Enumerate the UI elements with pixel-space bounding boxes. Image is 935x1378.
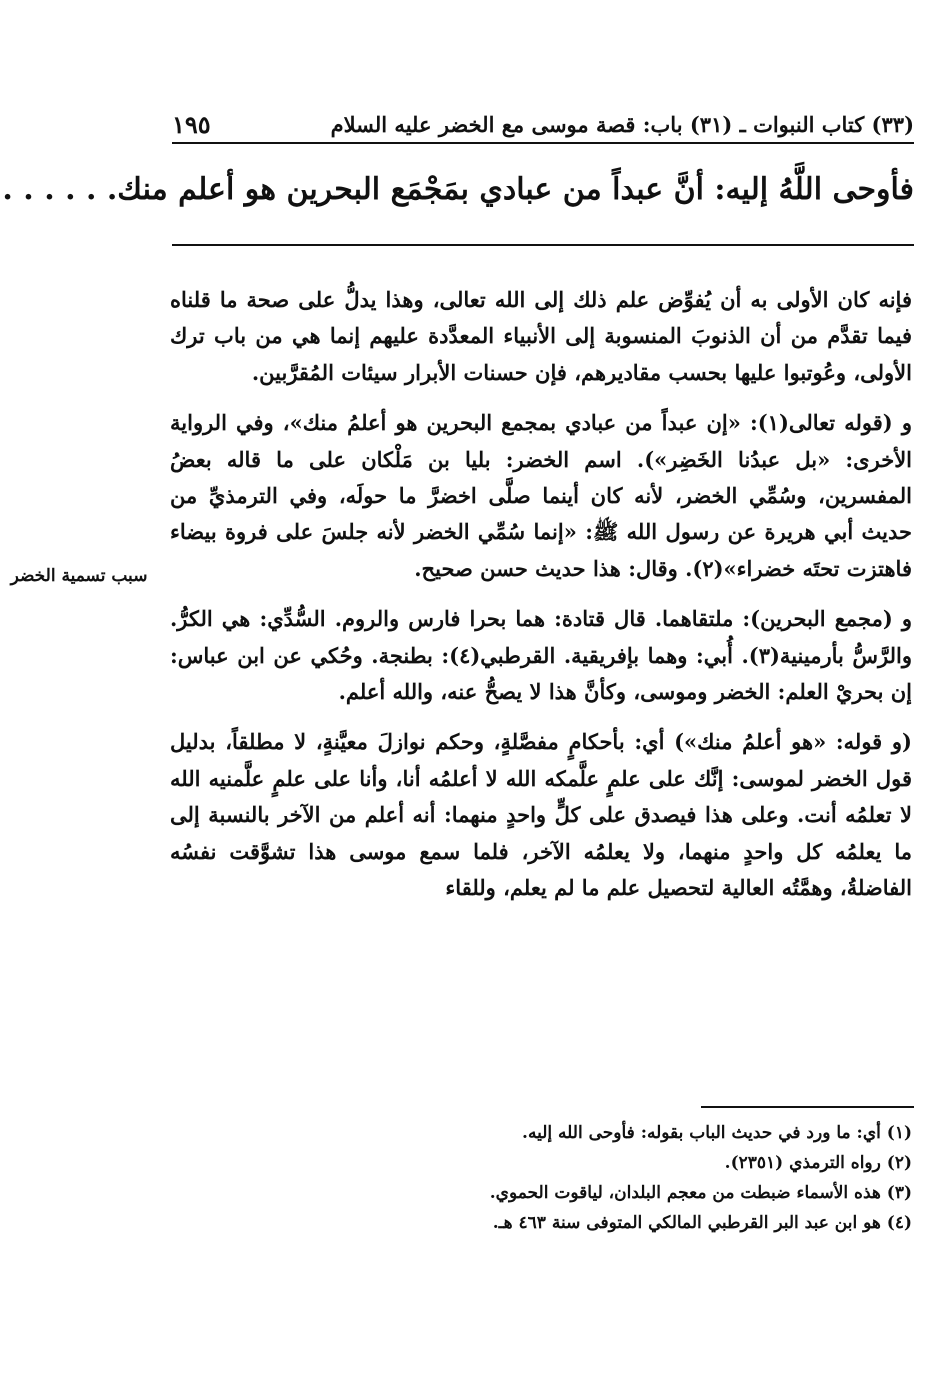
paragraph: (و قوله: «هو أعلمُ منك») أي: بأحكامٍ مفصَّلةٍ، وحكم نوازلَ معيَّنةٍ، لا مطلقاً، بدليل قول الخضر لموسى: إنَّك على علمٍ علَّمكه الله لا أعلمُه أنا، وأنا على علمٍ علَّمنيه الله لا تعلمُه أنت. وعلى هذا فيصدق على كلٍّ واحدٍ منهما: أنه أعلم من الآخر بالنسبة إلى ما يعلمُه كل واحدٍ منهما، ولا يعلمُه الآخر، فلما سمع موسى هذا تشوَّقت نفسُه الفاضلةُ، وهمَّتُه العالية لتحصيل علم ما لم يعلم، وللقاء	[170, 729, 912, 901]
paragraph: فإنه كان الأولى به أن يُفوِّض علم ذلك إلى الله تعالى، وهذا يدلُّ على صحة ما قلناه فيما تقدَّم من أن الذنوبَ المنسوبة إلى الأنبياء المعدَّدة عليهم إنما هي من باب ترك الأولى، وعُوتبوا عليها بحسب مقاديرهم، فإن حسنات الأبرار سيئات المُقرَّبين.	[170, 287, 912, 385]
footnote-rule	[701, 1106, 914, 1108]
footnote: (٤) هو ابن عبد البر القرطبي المالكي المتوفى سنة ٤٦٣ هـ.	[492, 1213, 912, 1233]
page-header	[172, 110, 914, 158]
commentary-body	[170, 282, 912, 921]
footnote: (١) أي: ما ورد في حديث الباب بقوله: فأوحى الله إليه.	[522, 1123, 912, 1143]
paragraph: و (قوله تعالى(١): «إن عبداً من عبادي بمجمع البحرين هو أعلمُ منك»، وفي الرواية الأخرى: «بل عبدُنا الخَضِر»). اسم الخضر: بليا بن مَلْكان على ما قاله بعضُ المفسرين، وسُمِّي الخضر، لأنه كان أينما صلَّى اخضرَّ ما حولَه، وفي الترمذيِّ من حديث أبي هريرة عن رسول الله ﷺ: «إنما سُمِّي الخضر لأنه جلسَ على فروة بيضاء فاهتزت تحتَه خضراء»(٢). وقال: هذا حديث حسن صحيح.	[170, 410, 912, 581]
paragraph: و (مجمع البحرين): ملتقاهما. قال قتادة: هما بحرا فارس والروم. السُّدِّي: هي الكرُّ. والرَّسُّ بأرمينية(٣). أُبي: وهما بإفريقية. القرطبي(٤): بطنجة. وحُكي عن ابن عباس: إن بحريْ العلم: الخضر وموسى، وكأنَّ هذا لا يصحُّ عنه، والله أعلم.	[170, 606, 912, 705]
section-divider	[172, 244, 914, 246]
page-number: ١٩٥	[172, 110, 211, 139]
header-rule	[172, 142, 914, 144]
running-head: (٣٣) كتاب النبوات ـ (٣١) باب: قصة موسى مع الخضر عليه السلام	[330, 112, 914, 137]
footnote: (٢) رواه الترمذي (٢٣٥١).	[724, 1153, 912, 1173]
margin-note: سبب تسمية الخضر	[10, 566, 148, 586]
footnotes	[170, 1118, 912, 1238]
hadith-text: فأوحى اللَّهُ إليه: أنَّ عبداً من عبادي بمَجْمَع البحرين هو أعلم منك. . . . . .	[2, 172, 914, 207]
footnote: (٣) هذه الأسماء ضبطت من معجم البلدان، لياقوت الحموي.	[489, 1183, 912, 1203]
